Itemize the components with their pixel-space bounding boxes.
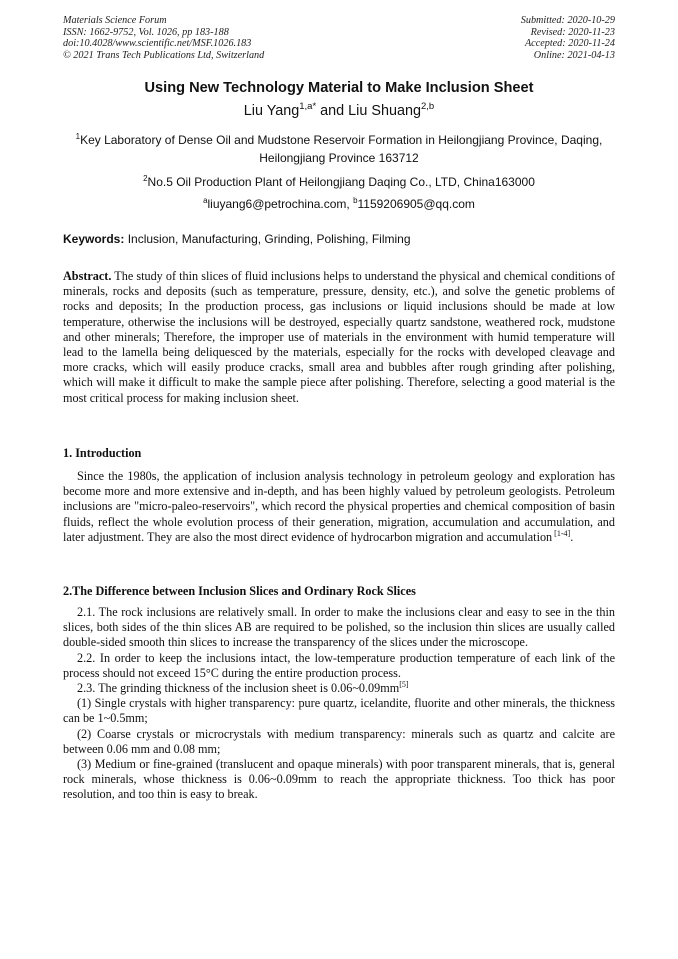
abstract-text: The study of thin slices of fluid inclusions helps to understand the physical and chemical conditions of minerals, rocks and deposits (such as temperature, pressure, density, etc.), and solve the genetic problems of rocks and deposits; In the production process, gas inclusions or liquid inclusions should be made at low temperature, otherwise the inclusions will be destroyed, especially quartz sandstone, weathered rock, mudstone and other minerals; Therefore, the improper use of materials in the environment with humid temperature will lead to the lamella being deliquesced by the materials, especially for the rocks with developed cleavage and more cracks, which will easily produce cracks, small area and bubbles after rough grinding after polishing, which will make it difficult to make the sample piece after polishing. Therefore, selecting a good material is the most critical process for making inclusion sheet. xyxy=(63,269,615,405)
author-2-affiliation: 2,b xyxy=(421,101,435,113)
section-2-paragraph-3 xyxy=(63,681,615,696)
section-1-end: . xyxy=(570,529,574,544)
abstract xyxy=(63,269,615,406)
affiliation-1-text: Key Laboratory of Dense Oil and Mudstone Reservoir Formation in Heilongjiang Province, Daqing, Heilongjiang Province 163712 xyxy=(80,133,603,165)
section-2-paragraph-3-text: 2.3. The grinding thickness of the inclusion sheet is 0.06~0.09mm xyxy=(77,681,400,696)
author-1: Liu Yang xyxy=(243,103,300,119)
journal-doi: doi:10.4028/www.scientific.net/MSF.1026.183 xyxy=(63,38,252,50)
date-accepted: Accepted: 2020-11-24 xyxy=(524,38,615,50)
affiliation-1 xyxy=(63,132,615,167)
affiliation-1-number: 1 xyxy=(75,132,81,141)
abstract-label: Abstract. xyxy=(63,269,112,283)
journal-info xyxy=(63,15,264,61)
affiliation-2 xyxy=(63,174,615,192)
citation-ref: [1-4] xyxy=(552,528,571,538)
email-a[interactable]: liuyang6@petrochina.com, xyxy=(207,197,354,211)
section-2-paragraph-1: 2.1. The rock inclusions are relatively small. In order to make the inclusions clear and easy to see in the thin slices, both sides of the thin slices AB are required to be polished, so the inclusion thin slices are usually called double-sided smooth thin slices to increase the transparency of the slices under the microscope. xyxy=(63,605,615,650)
date-revised: Revised: 2020-11-23 xyxy=(530,26,615,38)
journal-issn: ISSN: 1662-9752, Vol. 1026, pp 183-188 xyxy=(63,26,229,38)
author-2: Liu Shuang xyxy=(348,103,421,119)
journal-copyright: © 2021 Trans Tech Publications Ltd, Switzerland xyxy=(63,49,265,61)
date-submitted: Submitted: 2020-10-29 xyxy=(520,15,615,26)
author-1-affiliation: 1,a* xyxy=(299,101,317,113)
section-2-list-item-2: (2) Coarse crystals or microcrystals with medium transparency: minerals such as quartz and calcite are between 0.06 mm and 0.08 mm; xyxy=(63,726,615,756)
date-online: Online: 2021-04-13 xyxy=(533,49,615,61)
email-a-marker: a xyxy=(203,196,208,205)
keywords-label: Keywords: xyxy=(63,232,125,246)
section-2-body xyxy=(63,605,615,803)
author-emails xyxy=(63,196,615,214)
section-2-paragraph-2: 2.2. In order to keep the inclusions intact, the low-temperature production temperature of each link of the process should not exceed 15°C during the entire production process. xyxy=(63,650,615,680)
section-2-heading: 2.The Difference between Inclusion Slices and Ordinary Rock Slices xyxy=(63,584,416,598)
publication-dates xyxy=(521,15,615,61)
author-line xyxy=(0,103,678,119)
paper-title: Using New Technology Material to Make Inclusion Sheet xyxy=(144,80,534,96)
section-1-heading: 1. Introduction xyxy=(63,446,142,460)
affiliation-2-text: No.5 Oil Production Plant of Heilongjiang Daqing Co., LTD, China163000 xyxy=(147,175,535,189)
affiliation-2-number: 2 xyxy=(143,174,148,183)
keywords xyxy=(63,232,615,246)
section-2-list-item-1: (1) Single crystals with higher transparency: pure quartz, icelandite, fluorite and other minerals, the thickness can be 1~0.5mm; xyxy=(63,696,615,726)
section-1-text: Since the 1980s, the application of inclusion analysis technology in petroleum geology and exploration has become more and more extensive and in-depth, and has been highly valued by petroleum geologists. Petroleum inclusions are "micro-paleo-reservoirs", which record the physical properties and chemical composition of basin fluids, reflect the whole evolution process of their generation, migration, accumulation and accumulation, and later adjustment. They are also the most direct evidence of hydrocarbon migration and accumulation xyxy=(63,469,615,544)
keywords-text: Inclusion, Manufacturing, Grinding, Polishing, Filming xyxy=(124,232,411,246)
section-1-paragraph xyxy=(63,469,615,545)
journal-name: Materials Science Forum xyxy=(63,15,167,26)
citation-ref: [5] xyxy=(399,679,409,689)
section-2-list-item-3: (3) Medium or fine-grained (translucent and opaque minerals) with poor transparent minerals, that is, general rock minerals, whose thickness is 0.06~0.09mm to reach the appropriate thickness. Too thick has poor resolution, and too thin is easy to break. xyxy=(63,757,615,802)
email-b[interactable]: 1159206905@qq.com xyxy=(357,197,475,211)
author-conjunction: and xyxy=(316,103,349,119)
email-b-marker: b xyxy=(353,196,358,205)
